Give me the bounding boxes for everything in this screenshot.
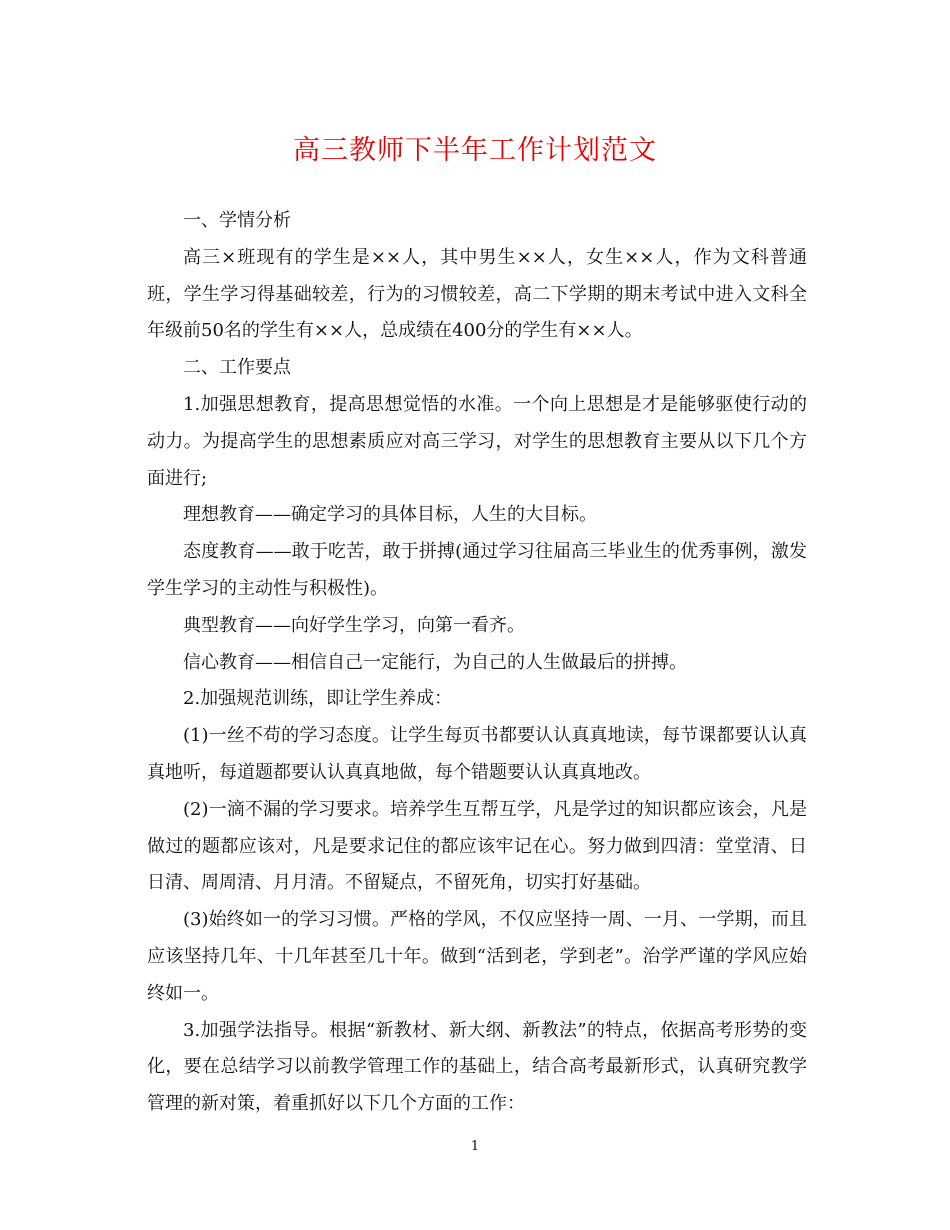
paragraph-subpoint-2: (2)一滴不漏的学习要求。培养学生互帮互学，凡是学过的知识都应该会，凡是做过的题都应该对，凡是要求记住的都应该牢记在心。努力做到四清：堂堂清、日日清、周周清、月月清。不留疑点，不留死角，切实打好基础。: [147, 798, 807, 894]
paragraph-point-3: 3.加强学法指导。根据“新教材、新大纲、新教法”的特点，依据高考形势的变化，要在总结学习以前教学管理工作的基础上，结合高考最新形式，认真研究教学管理的新对策，着重抓好以下几个方面的工作：: [147, 1019, 807, 1115]
paragraph-attitude-education: 态度教育——敢于吃苦，敢于拼搏(通过学习往届高三毕业生的优秀事例，激发学生学习的主动性与积极性)。: [147, 541, 807, 599]
paragraph-confidence-education: 信心教育——相信自己一定能行，为自己的人生做最后的拼搏。: [183, 651, 687, 673]
paragraph-point-2: 2.加强规范训练，即让学生养成：: [183, 688, 453, 710]
section-heading-work-points: 二、工作要点: [183, 357, 291, 379]
paragraph-class-overview: 高三×班现有的学生是××人，其中男生××人，女生××人，作为文科普通班，学生学习得基础较差，行为的习惯较差，高二下学期的期末考试中进入文科全年级前50名的学生有××人，总成绩在400分的学生有××人。: [147, 246, 807, 342]
paragraph-subpoint-1: (1)一丝不苟的学习态度。让学生每页书都要认认真真地读，每节课都要认认真真地听，每道题都要认认真真地做，每个错题要认认真真地改。: [147, 725, 807, 783]
paragraph-point-1: 1.加强思想教育，提高思想觉悟的水准。一个向上思想是才是能够驱使行动的动力。为提高学生的思想素质应对高三学习，对学生的思想教育主要从以下几个方面进行;: [147, 393, 807, 489]
document-body: [147, 203, 807, 1123]
paragraph-ideal-education: 理想教育——确定学习的具体目标，人生的大目标。: [183, 504, 597, 526]
paragraph-model-education: 典型教育——向好学生学习，向第一看齐。: [183, 614, 525, 636]
section-heading-learning-analysis: 一、学情分析: [183, 210, 291, 231]
document-title: 高三教师下半年工作计划范文: [293, 135, 657, 166]
paragraph-subpoint-3: (3)始终如一的学习习惯。严格的学风，不仅应坚持一周、一月、一学期，而且应该坚持几年、十几年甚至几十年。做到“活到老，学到老”。治学严谨的学风应始终如一。: [147, 909, 807, 1004]
page-number: 1: [470, 1139, 480, 1154]
